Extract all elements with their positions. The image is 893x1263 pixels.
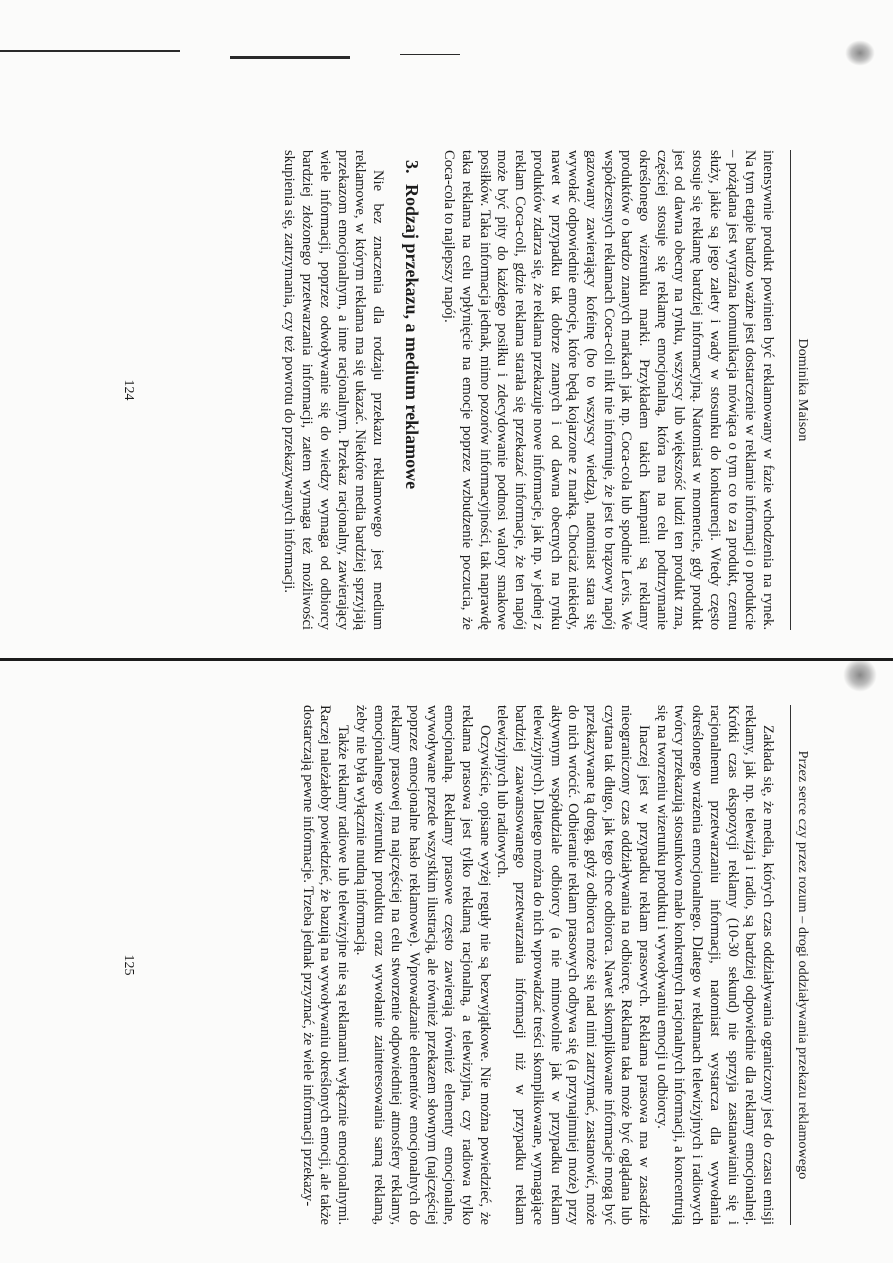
page-number: 124 <box>121 379 136 401</box>
running-head: Dominika Maison <box>790 150 810 630</box>
page-125 <box>120 705 810 1225</box>
paragraph: Zakłada się, że media, których czas oddziaływania ograniczony jest do czasu emisji reklamy, jak np. telewizja i radio, są bardziej odpowiednie dla reklamy emocjonalnej. Krótki czas ekspozycji reklamy (10-30 sekund) nie sprzyja zastanawianiu się i racjonalnemu przetwarzaniu informacji, natomiast wystarcza dla wywołania określonego wrażenia emocjonalnego. Dlatego w reklamach telewizyjnych i radiowych twórcy przekazują stosunkowo mało konkretnych racjonalnych informacji, a koncentrują się na tworzeniu wizerunku produktu i wywoływaniu emocji u odbiorcy. <box>653 705 776 1225</box>
scan-smudge <box>843 658 877 692</box>
section-number: 3. <box>401 160 422 174</box>
section-heading <box>402 160 420 630</box>
paragraph: Inaczej jest w przypadku reklam prasowych. Reklama prasowa ma w zasadzie nieograniczony czas oddziaływania na odbiorcę. Reklama taka może być oglądana lub czytana tak długo, jak tego chce odbiorca. Nawet skomplikowane informacje mogą być przekazywane tą drogą, gdyż odbiorca może się nad nimi zatrzymać, zastanowić, może do nich wrócić. Odbieranie reklam prasowych odbywa się (a przynajmniej może) przy aktywnym współudziale odbiorcy (a nie mimowolnie jak w przypadku reklam telewizyjnych). Dlatego można do nich wprowadzać treści skomplikowane, wymagające bardziej zaawansowanego przetwarzania informacji niż w przypadku reklam telewizyjnych lub radiowych. <box>494 705 653 1225</box>
section-title: Rodzaj przekazu, a medium reklamowe <box>401 184 422 490</box>
scan-smudge <box>845 40 875 66</box>
paragraph: Oczywiście, opisane wyżej reguły nie są bezwyjątkowe. Nie można powiedzieć, że reklama prasowa jest tylko reklamą racjonalną, a telewizyjna, czy radiowa tylko emocjonalną. Reklamy prasowe często zawierają również elementy emocjonalne, wywoływane przede wszystkim ilustracją, ale również przekazem słownym (najczęściej poprzez emocjonalne hasło reklamowe). Wprowadzanie elementów emocjonalnych do reklamy prasowej ma najczęściej na celu stworzenie odpowiedniej atmosfery reklamy, emocjonalnego wizerunku produktu oraz wywołanie zainteresowania samą reklamą, żeby nie była wyłącznie nudną informacją. <box>352 705 493 1225</box>
paragraph: Także reklamy radiowe lub telewizyjne nie są reklamami wyłącznie emocjonalnymi. Raczej należałoby powiedzieć, że bazują na wywoływaniu określonych emocji, ale także dostarczają pewne informacje. Trzeba jednak przyznać, że wiele informacji przekazy- <box>299 705 352 1225</box>
paragraph: Nie bez znaczenia dla rodzaju przekazu reklamowego jest medium reklamowe, w którym reklama ma się ukazać. Niektóre media bardziej sprzyjają przekazom emocjonalnym, a inne racjonalnym. Przekaz racjonalny, zawierający wiele informacji, poprzez odwoływanie się do wiedzy wymaga od odbiorcy bardziej złożonego przetwarzania informacji, zatem wymaga też możliwości skupienia się, zatrzymania, czy też powrotu do przekazywanych informacji. <box>281 150 386 630</box>
page-number: 125 <box>121 954 136 976</box>
scan-artifact <box>230 56 350 59</box>
paragraph: intensywnie produkt powinien być reklamowany w fazie wchodzenia na rynek. Na tym etapie bardzo ważne jest dostarczenie w reklamie informacji o produkcie – pożądana jest wyraźna komunikacja mówiąca o tym co to za produkt, czemu służy, jakie są jego zalety i wady w stosunku do konkurencji. Wtedy często stosuje się reklamę bardziej informacyjną. Natomiast w momencie, gdy produkt jest od dawna obecny na rynku, wszyscy lub większość ludzi ten produkt zna, częściej stosuje się reklamę emocjonalną, która ma na celu podtrzymanie określonego wizerunku marki. Przykładem takich kampanii są reklamy produktów o bardzo znanych markach jak np. Coca-cola lub spodnie Levis. We współczesnych reklamach Coca-coli nikt nie informuje, że jest to brązowy napój gazowany zawierający kofeinę (bo to wszyscy wiedzą), natomiast stara się wywołać odpowiednie emocje, które będą kojarzone z marką. Chociaż niekiedy, nawet w przypadku tak dobrze znanych i od dawna obecnych na rynku produktów zdarza się, że reklama przekazuje nowe informacje, jak np. w jednej z reklam Coca-coli, gdzie reklama starała się przekazać informacje, że ten napój może być pity do każdego posiłku i zdecydowanie podnosi walory smakowe posiłków. Taka informacja jednak, mimo pozorów informacyjności, tak naprawdę taka reklama na celu wpłynięcie na emocje poprzez wzbudzenie poczucia, że Coca-cola to najlepszy napój. <box>441 150 776 630</box>
scan-artifact <box>400 54 460 55</box>
page-gutter <box>0 658 893 661</box>
page-124 <box>120 150 810 630</box>
running-head: Przez serce czy przez rozum – drogi oddziaływania przekazu reklamowego <box>790 705 810 1225</box>
body-text <box>298 705 776 1225</box>
body-text <box>280 150 776 630</box>
scan-artifact <box>0 50 180 52</box>
